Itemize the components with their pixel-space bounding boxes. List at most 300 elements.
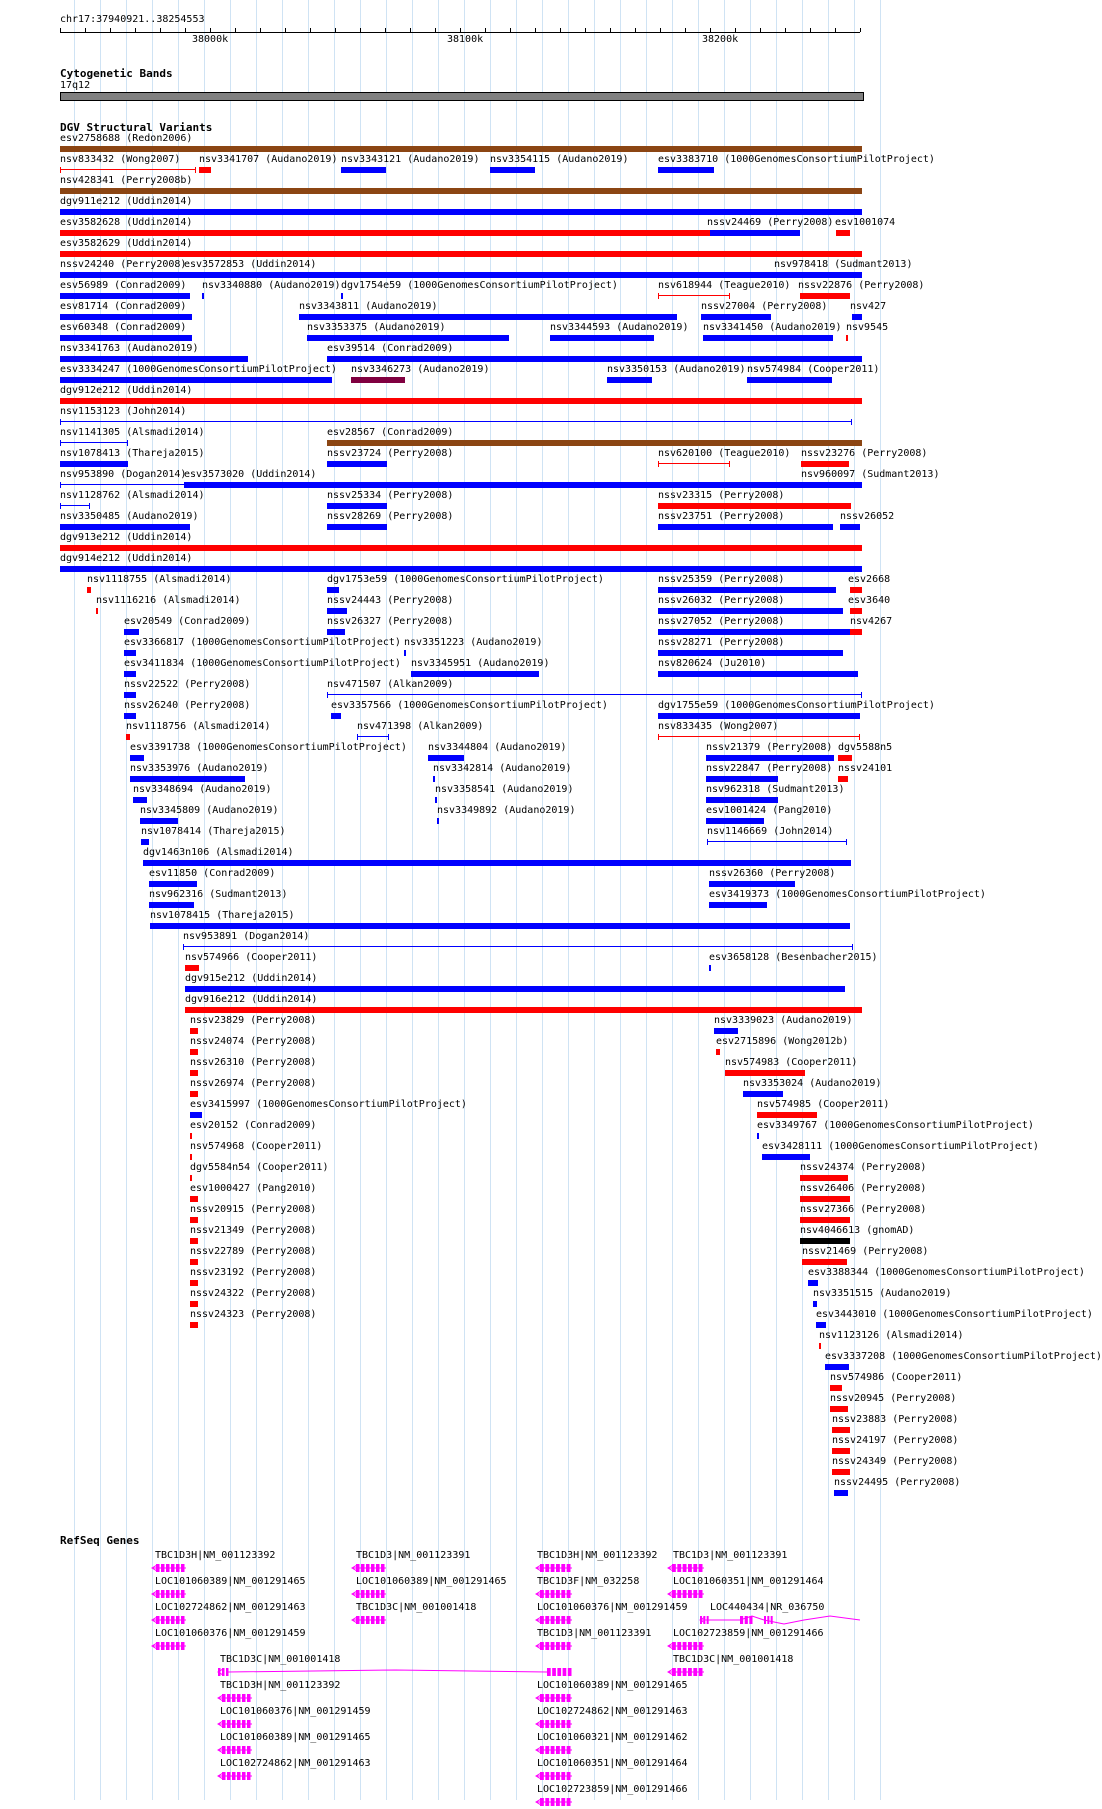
gene-label[interactable]: TBC1D3H|NM_001123392 — [220, 1680, 341, 1691]
variant-bar[interactable] — [149, 902, 194, 908]
variant-label[interactable]: nsv1078415 (Thareja2015) — [150, 910, 295, 921]
gene-label[interactable]: TBC1D3|NM_001123391 — [356, 1550, 471, 1561]
variant-bar[interactable] — [703, 335, 833, 341]
variant-label[interactable]: dgv5584n54 (Cooper2011) — [190, 1162, 329, 1173]
variant-label[interactable]: nssv26406 (Perry2008) — [800, 1183, 927, 1194]
variant-label[interactable]: esv11850 (Conrad2009) — [149, 868, 276, 879]
variant-bar[interactable] — [87, 587, 91, 593]
variant-label[interactable]: nsv574968 (Cooper2011) — [190, 1141, 323, 1152]
variant-bar[interactable] — [709, 965, 711, 971]
variant-label[interactable]: nsv471507 (Alkan2009) — [327, 679, 454, 690]
gene-label[interactable]: LOC101060351|NM_001291464 — [673, 1576, 824, 1587]
variant-label[interactable]: nssv23192 (Perry2008) — [190, 1267, 317, 1278]
variant-bar[interactable] — [658, 463, 730, 464]
variant-bar[interactable] — [60, 505, 90, 506]
variant-label[interactable]: esv1000427 (Pang2010) — [190, 1183, 317, 1194]
variant-label[interactable]: nssv27052 (Perry2008) — [658, 616, 785, 627]
variant-label[interactable]: nssv24495 (Perry2008) — [834, 1477, 961, 1488]
variant-bar[interactable] — [800, 293, 850, 299]
gene-model[interactable] — [0, 1587, 890, 1601]
variant-label[interactable]: nsv1116216 (Alsmadi2014) — [96, 595, 241, 606]
variant-label[interactable]: nsv574966 (Cooper2011) — [185, 952, 318, 963]
variant-label[interactable]: nsv3345809 (Audano2019) — [140, 805, 279, 816]
variant-label[interactable]: nssv23829 (Perry2008) — [190, 1015, 317, 1026]
gene-model[interactable] — [0, 1691, 890, 1705]
variant-label[interactable]: nssv24469 (Perry2008) — [707, 217, 834, 228]
variant-bar[interactable] — [743, 1091, 783, 1097]
variant-label[interactable]: esv28567 (Conrad2009) — [327, 427, 454, 438]
variant-bar[interactable] — [190, 1238, 198, 1244]
variant-label[interactable]: nssv20915 (Perry2008) — [190, 1204, 317, 1215]
variant-bar[interactable] — [437, 818, 439, 824]
gene-label[interactable]: TBC1D3C|NM_001001418 — [673, 1654, 794, 1665]
variant-bar[interactable] — [185, 1007, 862, 1013]
variant-label[interactable]: nsv1078414 (Thareja2015) — [141, 826, 286, 837]
gene-label[interactable]: LOC101060376|NM_001291459 — [155, 1628, 306, 1639]
variant-label[interactable]: esv3415997 (1000GenomesConsortiumPilotProject) — [190, 1099, 467, 1110]
variant-label[interactable]: esv39514 (Conrad2009) — [327, 343, 454, 354]
variant-label[interactable]: nsv3342814 (Audano2019) — [433, 763, 572, 774]
variant-bar[interactable] — [801, 482, 862, 488]
variant-label[interactable]: dgv916e212 (Uddin2014) — [185, 994, 318, 1005]
variant-bar[interactable] — [800, 1175, 848, 1181]
variant-label[interactable]: esv1001424 (Pang2010) — [706, 805, 833, 816]
gene-label[interactable]: LOC101060389|NM_001291465 — [537, 1680, 688, 1691]
variant-label[interactable]: esv20549 (Conrad2009) — [124, 616, 251, 627]
variant-bar[interactable] — [836, 230, 850, 236]
variant-label[interactable]: nssv24443 (Perry2008) — [327, 595, 454, 606]
variant-label[interactable]: nsv3340880 (Audano2019) — [202, 280, 341, 291]
gene-model[interactable] — [0, 1561, 890, 1575]
variant-label[interactable]: nsv3351515 (Audano2019) — [813, 1288, 952, 1299]
variant-bar[interactable] — [140, 818, 178, 824]
variant-label[interactable]: nsv620100 (Teague2010) — [658, 448, 791, 459]
variant-label[interactable]: nsv471398 (Alkan2009) — [357, 721, 484, 732]
variant-label[interactable]: esv3388344 (1000GenomesConsortiumPilotProject) — [808, 1267, 1085, 1278]
variant-bar[interactable] — [60, 146, 862, 152]
variant-bar[interactable] — [411, 671, 539, 677]
variant-label[interactable]: esv3383710 (1000GenomesConsortiumPilotProject) — [658, 154, 935, 165]
variant-label[interactable]: nssv24374 (Perry2008) — [800, 1162, 927, 1173]
variant-bar[interactable] — [327, 461, 387, 467]
variant-bar[interactable] — [124, 650, 136, 656]
variant-bar[interactable] — [184, 482, 804, 488]
variant-bar[interactable] — [832, 1427, 850, 1433]
gene-model[interactable] — [0, 1795, 890, 1809]
gene-label[interactable]: TBC1D3H|NM_001123392 — [155, 1550, 276, 1561]
variant-bar[interactable] — [150, 923, 850, 929]
variant-label[interactable]: nsv953890 (Dogan2014) — [60, 469, 187, 480]
variant-bar[interactable] — [60, 377, 332, 383]
variant-label[interactable]: dgv1755e59 (1000GenomesConsortiumPilotProject) — [658, 700, 935, 711]
variant-bar[interactable] — [60, 545, 862, 551]
variant-label[interactable]: nssv22876 (Perry2008) — [798, 280, 925, 291]
variant-label[interactable]: esv2758688 (Redon2006) — [60, 133, 193, 144]
variant-label[interactable]: nsv574986 (Cooper2011) — [830, 1372, 963, 1383]
variant-bar[interactable] — [327, 356, 862, 362]
variant-label[interactable]: nsv3344804 (Audano2019) — [428, 742, 567, 753]
gene-label[interactable]: TBC1D3C|NM_001001418 — [220, 1654, 341, 1665]
variant-label[interactable]: nssv23276 (Perry2008) — [801, 448, 928, 459]
variant-bar[interactable] — [190, 1049, 198, 1055]
variant-bar[interactable] — [701, 314, 771, 320]
variant-bar[interactable] — [850, 608, 862, 614]
variant-label[interactable]: nssv23724 (Perry2008) — [327, 448, 454, 459]
variant-label[interactable]: nssv23751 (Perry2008) — [658, 511, 785, 522]
variant-bar[interactable] — [60, 524, 190, 530]
variant-bar[interactable] — [124, 692, 136, 698]
variant-label[interactable]: nsv427 — [850, 301, 887, 312]
variant-label[interactable]: nssv24322 (Perry2008) — [190, 1288, 317, 1299]
variant-bar[interactable] — [834, 1490, 848, 1496]
variant-bar[interactable] — [716, 1049, 720, 1055]
variant-label[interactable]: nssv24101 — [838, 763, 893, 774]
variant-bar[interactable] — [327, 503, 387, 509]
variant-label[interactable]: nssv25334 (Perry2008) — [327, 490, 454, 501]
variant-label[interactable]: nssv22789 (Perry2008) — [190, 1246, 317, 1257]
variant-bar[interactable] — [60, 230, 710, 236]
variant-label[interactable]: nsv3358541 (Audano2019) — [435, 784, 574, 795]
variant-bar[interactable] — [190, 1322, 198, 1328]
variant-bar[interactable] — [141, 839, 149, 845]
variant-label[interactable]: nsv3343121 (Audano2019) — [341, 154, 480, 165]
variant-label[interactable]: esv3582629 (Uddin2014) — [60, 238, 193, 249]
variant-bar[interactable] — [190, 1028, 198, 1034]
variant-label[interactable]: nsv3353976 (Audano2019) — [130, 763, 269, 774]
variant-bar[interactable] — [60, 272, 186, 278]
variant-label[interactable]: nsv962318 (Sudmant2013) — [706, 784, 845, 795]
variant-bar[interactable] — [60, 566, 862, 572]
variant-bar[interactable] — [709, 881, 795, 887]
variant-label[interactable]: nsv3349892 (Audano2019) — [437, 805, 576, 816]
variant-label[interactable]: esv2668 — [848, 574, 891, 585]
variant-label[interactable]: nssv24240 (Perry2008) — [60, 259, 187, 270]
variant-label[interactable]: nsv960097 (Sudmant2013) — [801, 469, 940, 480]
variant-label[interactable]: nssv28269 (Perry2008) — [327, 511, 454, 522]
variant-label[interactable]: dgv1463n106 (Alsmadi2014) — [143, 847, 294, 858]
variant-label[interactable]: nssv22522 (Perry2008) — [124, 679, 251, 690]
variant-bar[interactable] — [658, 608, 843, 614]
variant-label[interactable]: nsv3343811 (Audano2019) — [299, 301, 438, 312]
variant-bar[interactable] — [96, 608, 98, 614]
variant-bar[interactable] — [60, 188, 862, 194]
variant-label[interactable]: nsv3341707 (Audano2019) — [199, 154, 338, 165]
variant-bar[interactable] — [658, 671, 858, 677]
variant-bar[interactable] — [327, 587, 339, 593]
variant-bar[interactable] — [60, 461, 128, 467]
variant-bar[interactable] — [341, 293, 343, 299]
variant-label[interactable]: esv2715896 (Wong2012b) — [716, 1036, 849, 1047]
variant-label[interactable]: nsv3346273 (Audano2019) — [351, 364, 490, 375]
variant-label[interactable]: nsv9545 — [846, 322, 889, 333]
variant-label[interactable]: nsv428341 (Perry2008b) — [60, 175, 193, 186]
variant-bar[interactable] — [190, 1301, 198, 1307]
variant-label[interactable]: nsv3353024 (Audano2019) — [743, 1078, 882, 1089]
variant-label[interactable]: dgv914e212 (Uddin2014) — [60, 553, 193, 564]
variant-bar[interactable] — [199, 167, 211, 173]
variant-bar[interactable] — [149, 881, 197, 887]
variant-bar[interactable] — [190, 1070, 198, 1076]
gene-label[interactable]: LOC101060376|NM_001291459 — [537, 1602, 688, 1613]
gene-label[interactable]: LOC101060376|NM_001291459 — [220, 1706, 371, 1717]
variant-bar[interactable] — [658, 650, 843, 656]
variant-bar[interactable] — [607, 377, 652, 383]
variant-bar[interactable] — [435, 797, 437, 803]
variant-bar[interactable] — [813, 1301, 817, 1307]
variant-bar[interactable] — [185, 965, 199, 971]
variant-label[interactable]: nsv1123126 (Alsmadi2014) — [819, 1330, 964, 1341]
variant-label[interactable]: esv3443010 (1000GenomesConsortiumPilotProject) — [816, 1309, 1093, 1320]
variant-bar[interactable] — [802, 1259, 847, 1265]
variant-label[interactable]: nssv26052 — [840, 511, 895, 522]
variant-label[interactable]: nssv26360 (Perry2008) — [709, 868, 836, 879]
variant-label[interactable]: nsv820624 (Ju2010) — [658, 658, 767, 669]
variant-bar[interactable] — [60, 398, 862, 404]
variant-label[interactable]: esv3357566 (1000GenomesConsortiumPilotProject) — [331, 700, 608, 711]
gene-label[interactable]: LOC102724862|NM_001291463 — [155, 1602, 306, 1613]
variant-label[interactable]: nssv21379 (Perry2008) — [706, 742, 833, 753]
variant-bar[interactable] — [706, 776, 778, 782]
variant-label[interactable]: nsv3339023 (Audano2019) — [714, 1015, 853, 1026]
variant-bar[interactable] — [327, 629, 345, 635]
gene-label[interactable]: LOC440434|NR_036750 — [710, 1602, 825, 1613]
variant-bar[interactable] — [830, 1406, 848, 1412]
variant-label[interactable]: nsv978418 (Sudmant2013) — [774, 259, 913, 270]
variant-bar[interactable] — [714, 1028, 738, 1034]
variant-bar[interactable] — [707, 841, 847, 842]
variant-bar[interactable] — [327, 440, 862, 446]
variant-label[interactable]: esv3572853 (Uddin2014) — [184, 259, 317, 270]
variant-bar[interactable] — [774, 272, 862, 278]
variant-label[interactable]: nsv1118756 (Alsmadi2014) — [126, 721, 271, 732]
variant-label[interactable]: nsv833432 (Wong2007) — [60, 154, 181, 165]
variant-label[interactable]: nssv26310 (Perry2008) — [190, 1057, 317, 1068]
gene-label[interactable]: LOC101060389|NM_001291465 — [356, 1576, 507, 1587]
variant-bar[interactable] — [124, 713, 136, 719]
variant-label[interactable]: nssv22847 (Perry2008) — [706, 763, 833, 774]
variant-label[interactable]: esv3366817 (1000GenomesConsortiumPilotProject) — [124, 637, 401, 648]
variant-bar[interactable] — [838, 755, 852, 761]
variant-label[interactable]: esv1001074 — [835, 217, 896, 228]
variant-label[interactable]: nsv3350153 (Audano2019) — [607, 364, 746, 375]
variant-bar[interactable] — [60, 169, 196, 170]
variant-label[interactable]: nssv21469 (Perry2008) — [802, 1246, 929, 1257]
variant-bar[interactable] — [816, 1322, 826, 1328]
variant-bar[interactable] — [658, 629, 858, 635]
variant-label[interactable]: nssv26974 (Perry2008) — [190, 1078, 317, 1089]
variant-bar[interactable] — [757, 1112, 817, 1118]
variant-label[interactable]: nsv953891 (Dogan2014) — [183, 931, 310, 942]
variant-bar[interactable] — [658, 295, 730, 296]
variant-bar[interactable] — [190, 1112, 202, 1118]
variant-bar[interactable] — [60, 356, 248, 362]
variant-bar[interactable] — [126, 734, 130, 740]
variant-bar[interactable] — [124, 629, 139, 635]
gene-label[interactable]: LOC101060389|NM_001291465 — [155, 1576, 306, 1587]
variant-label[interactable]: nsv1118755 (Alsmadi2014) — [87, 574, 232, 585]
variant-label[interactable]: nsv833435 (Wong2007) — [658, 721, 779, 732]
variant-label[interactable]: esv3428111 (1000GenomesConsortiumPilotProject) — [762, 1141, 1039, 1152]
variant-bar[interactable] — [124, 671, 136, 677]
variant-label[interactable]: nsv1153123 (John2014) — [60, 406, 187, 417]
variant-bar[interactable] — [838, 776, 848, 782]
variant-bar[interactable] — [832, 1448, 850, 1454]
variant-bar[interactable] — [143, 860, 851, 866]
variant-label[interactable]: nsv3341763 (Audano2019) — [60, 343, 199, 354]
variant-bar[interactable] — [130, 755, 144, 761]
variant-bar[interactable] — [351, 377, 405, 383]
variant-label[interactable]: nsv3354115 (Audano2019) — [490, 154, 629, 165]
gene-label[interactable]: LOC101060321|NM_001291462 — [537, 1732, 688, 1743]
variant-label[interactable]: nsv1128762 (Alsmadi2014) — [60, 490, 205, 501]
variant-bar[interactable] — [709, 902, 767, 908]
variant-bar[interactable] — [747, 377, 832, 383]
gene-label[interactable]: LOC101060351|NM_001291464 — [537, 1758, 688, 1769]
variant-label[interactable]: nsv3350485 (Audano2019) — [60, 511, 199, 522]
gene-model[interactable] — [0, 1665, 890, 1679]
variant-bar[interactable] — [706, 755, 834, 761]
variant-label[interactable]: nssv24349 (Perry2008) — [832, 1456, 959, 1467]
variant-bar[interactable] — [850, 629, 862, 635]
variant-label[interactable]: esv81714 (Conrad2009) — [60, 301, 187, 312]
variant-label[interactable]: nsv1146669 (John2014) — [707, 826, 834, 837]
variant-label[interactable]: nsv3348694 (Audano2019) — [133, 784, 272, 795]
variant-bar[interactable] — [710, 230, 800, 236]
variant-bar[interactable] — [190, 1175, 192, 1181]
variant-label[interactable]: dgv911e212 (Uddin2014) — [60, 196, 193, 207]
variant-bar[interactable] — [550, 335, 654, 341]
variant-bar[interactable] — [133, 797, 147, 803]
variant-bar[interactable] — [60, 421, 852, 422]
variant-label[interactable]: nssv26240 (Perry2008) — [124, 700, 251, 711]
variant-bar[interactable] — [800, 1217, 850, 1223]
gene-model[interactable] — [0, 1769, 890, 1783]
variant-label[interactable]: nsv574983 (Cooper2011) — [725, 1057, 858, 1068]
variant-bar[interactable] — [808, 1280, 818, 1286]
variant-label[interactable]: nssv24074 (Perry2008) — [190, 1036, 317, 1047]
variant-bar[interactable] — [658, 524, 833, 530]
variant-bar[interactable] — [658, 167, 714, 173]
cytoband-bar[interactable] — [60, 92, 864, 101]
variant-bar[interactable] — [801, 461, 849, 467]
variant-bar[interactable] — [190, 1196, 198, 1202]
variant-bar[interactable] — [307, 335, 509, 341]
variant-bar[interactable] — [190, 1280, 198, 1286]
variant-bar[interactable] — [706, 818, 764, 824]
variant-bar[interactable] — [60, 314, 192, 320]
gene-model[interactable] — [0, 1717, 890, 1731]
variant-label[interactable]: esv3334247 (1000GenomesConsortiumPilotProject) — [60, 364, 337, 375]
gene-model[interactable] — [0, 1743, 890, 1757]
variant-bar[interactable] — [190, 1259, 198, 1265]
variant-label[interactable]: nsv618944 (Teague2010) — [658, 280, 791, 291]
variant-bar[interactable] — [60, 209, 862, 215]
variant-label[interactable]: nssv23315 (Perry2008) — [658, 490, 785, 501]
variant-bar[interactable] — [840, 524, 860, 530]
variant-label[interactable]: esv56989 (Conrad2009) — [60, 280, 187, 291]
variant-bar[interactable] — [331, 713, 341, 719]
variant-label[interactable]: esv3419373 (1000GenomesConsortiumPilotProject) — [709, 889, 986, 900]
variant-label[interactable]: dgv1754e59 (1000GenomesConsortiumPilotProject) — [341, 280, 618, 291]
variant-label[interactable]: nsv574985 (Cooper2011) — [757, 1099, 890, 1110]
variant-bar[interactable] — [183, 946, 853, 947]
variant-label[interactable]: nsv574984 (Cooper2011) — [747, 364, 880, 375]
gene-model[interactable] — [0, 1613, 890, 1627]
variant-label[interactable]: nssv25359 (Perry2008) — [658, 574, 785, 585]
variant-label[interactable]: esv3640 — [848, 595, 891, 606]
variant-label[interactable]: nsv3351223 (Audano2019) — [404, 637, 543, 648]
gene-label[interactable]: LOC102723859|NM_001291466 — [537, 1784, 688, 1795]
variant-label[interactable]: nsv4267 — [850, 616, 893, 627]
variant-label[interactable]: nsv1141305 (Alsmadi2014) — [60, 427, 205, 438]
variant-bar[interactable] — [658, 503, 851, 509]
variant-bar[interactable] — [60, 442, 128, 443]
variant-bar[interactable] — [852, 314, 862, 320]
variant-bar[interactable] — [202, 293, 204, 299]
variant-bar[interactable] — [819, 1343, 821, 1349]
variant-bar[interactable] — [706, 797, 778, 803]
variant-bar[interactable] — [658, 587, 836, 593]
variant-bar[interactable] — [725, 1070, 805, 1076]
variant-bar[interactable] — [299, 314, 677, 320]
variant-label[interactable]: esv3411834 (1000GenomesConsortiumPilotProject) — [124, 658, 401, 669]
variant-label[interactable]: dgv1753e59 (1000GenomesConsortiumPilotProject) — [327, 574, 604, 585]
variant-label[interactable]: dgv912e212 (Uddin2014) — [60, 385, 193, 396]
variant-bar[interactable] — [190, 1133, 192, 1139]
variant-bar[interactable] — [404, 650, 406, 656]
variant-bar[interactable] — [658, 713, 860, 719]
variant-label[interactable]: nssv23883 (Perry2008) — [832, 1414, 959, 1425]
gene-label[interactable]: TBC1D3F|NM_032258 — [537, 1576, 640, 1587]
variant-bar[interactable] — [658, 736, 860, 737]
variant-bar[interactable] — [830, 1385, 842, 1391]
variant-bar[interactable] — [185, 986, 845, 992]
variant-bar[interactable] — [327, 608, 347, 614]
variant-label[interactable]: nssv27366 (Perry2008) — [800, 1204, 927, 1215]
variant-label[interactable]: nsv1078413 (Thareja2015) — [60, 448, 205, 459]
gene-label[interactable]: LOC102724862|NM_001291463 — [537, 1706, 688, 1717]
gene-label[interactable]: TBC1D3|NM_001123391 — [537, 1628, 652, 1639]
variant-label[interactable]: nsv962316 (Sudmant2013) — [149, 889, 288, 900]
variant-bar[interactable] — [357, 736, 389, 737]
variant-bar[interactable] — [60, 251, 862, 257]
variant-label[interactable]: esv3573020 (Uddin2014) — [184, 469, 317, 480]
variant-bar[interactable] — [762, 1154, 810, 1160]
variant-label[interactable]: nssv26327 (Perry2008) — [327, 616, 454, 627]
variant-bar[interactable] — [190, 1217, 198, 1223]
variant-bar[interactable] — [341, 167, 386, 173]
variant-label[interactable]: dgv913e212 (Uddin2014) — [60, 532, 193, 543]
variant-label[interactable]: esv3349767 (1000GenomesConsortiumPilotProject) — [757, 1120, 1034, 1131]
variant-label[interactable]: nssv24323 (Perry2008) — [190, 1309, 317, 1320]
variant-bar[interactable] — [757, 1133, 759, 1139]
variant-bar[interactable] — [800, 1238, 850, 1244]
variant-label[interactable]: esv3658128 (Besenbacher2015) — [709, 952, 878, 963]
variant-bar[interactable] — [190, 1154, 192, 1160]
variant-label[interactable]: nssv28271 (Perry2008) — [658, 637, 785, 648]
variant-bar[interactable] — [433, 776, 435, 782]
variant-label[interactable]: nssv21349 (Perry2008) — [190, 1225, 317, 1236]
variant-label[interactable]: esv60348 (Conrad2009) — [60, 322, 187, 333]
variant-label[interactable]: esv3337208 (1000GenomesConsortiumPilotProject) — [825, 1351, 1102, 1362]
variant-label[interactable]: nssv26032 (Perry2008) — [658, 595, 785, 606]
gene-label[interactable]: LOC102723859|NM_001291466 — [673, 1628, 824, 1639]
variant-label[interactable]: nsv3353375 (Audano2019) — [307, 322, 446, 333]
variant-bar[interactable] — [327, 694, 862, 695]
variant-label[interactable]: nssv27004 (Perry2008) — [701, 301, 828, 312]
variant-bar[interactable] — [490, 167, 535, 173]
variant-bar[interactable] — [825, 1364, 849, 1370]
